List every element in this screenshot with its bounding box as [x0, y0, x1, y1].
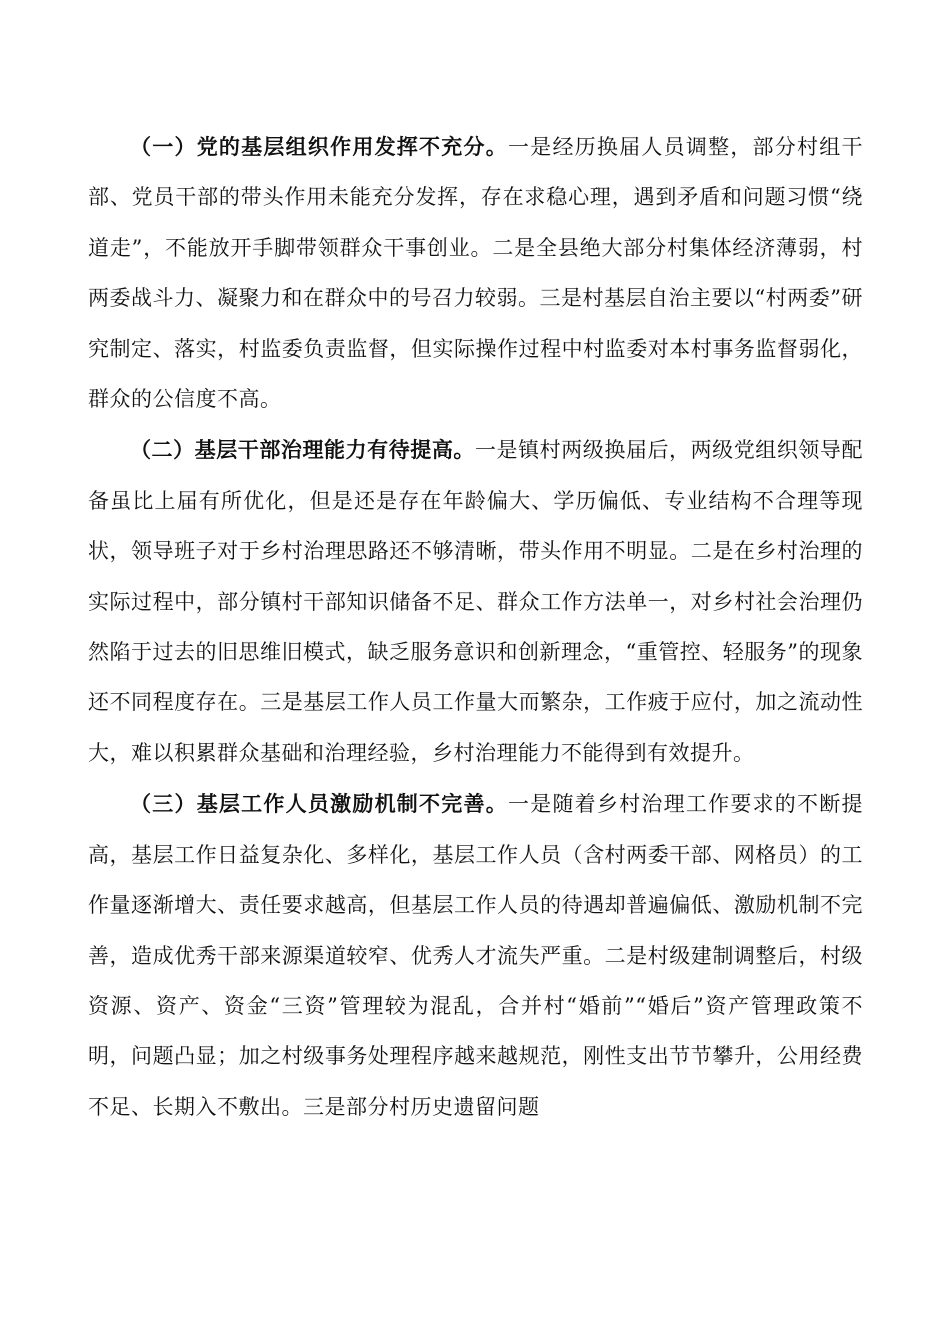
paragraph-3-heading: （三）基层工作人员激励机制不完善。 [130, 792, 508, 817]
paragraph-1 [88, 122, 863, 424]
document-body [88, 122, 863, 1133]
paragraph-3-text: 一是随着乡村治理工作要求的不断提高，基层工作日益复杂化、多样化，基层工作人员（含村两委干部、网格员）的工作量逐渐增大、责任要求越高，但基层工作人员的待遇却普遍偏低、激励机制不完善，造成优秀干部来源渠道较窄、优秀人才流失严重。二是村级建制调整后，村级资源、资产、资金“三资”管理较为混乱，合并村“婚前”“婚后”资产管理政策不明，问题凸显；加之村级事务处理程序越来越规范，刚性支出节节攀升，公用经费不足、长期入不敷出。三是部分村历史遗留问题 [88, 792, 863, 1119]
paragraph-2-text: 一是镇村两级换届后，两级党组织领导配备虽比上届有所优化，但是还是存在年龄偏大、学历偏低、专业结构不合理等现状，领导班子对于乡村治理思路还不够清晰，带头作用不明显。二是在乡村治理的实际过程中，部分镇村干部知识储备不足、群众工作方法单一，对乡村社会治理仍然陷于过去的旧思维旧模式，缺乏服务意识和创新理念，“重管控、轻服务”的现象还不同程度存在。三是基层工作人员工作量大而繁杂，工作疲于应付，加之流动性大，难以积累群众基础和治理经验，乡村治理能力不能得到有效提升。 [88, 438, 863, 765]
paragraph-2 [88, 425, 863, 778]
paragraph-3 [88, 779, 863, 1132]
paragraph-1-text: 一是经历换届人员调整，部分村组干部、党员干部的带头作用未能充分发挥，存在求稳心理，遇到矛盾和问题习惯“绕道走”，不能放开手脚带领群众干事创业。二是全县绝大部分村集体经济薄弱，村两委战斗力、凝聚力和在群众中的号召力较弱。三是村基层自治主要以“村两委”研究制定、落实，村监委负责监督，但实际操作过程中村监委对本村事务监督弱化，群众的公信度不高。 [88, 135, 863, 412]
paragraph-1-heading: （一）党的基层组织作用发挥不充分。 [130, 135, 508, 159]
paragraph-2-heading: （二）基层干部治理能力有待提高。 [130, 438, 475, 463]
